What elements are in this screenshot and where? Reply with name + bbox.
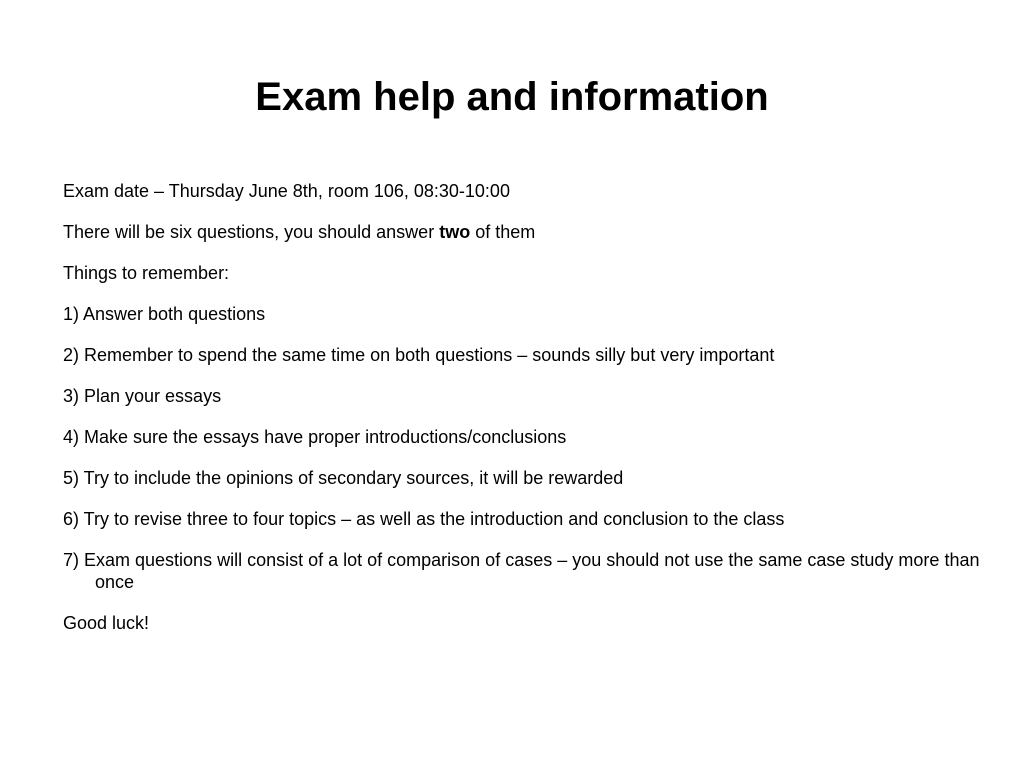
- list-item-2: 2) Remember to spend the same time on both questions – sounds silly but very important: [63, 345, 775, 365]
- questions-info-after: of them: [470, 222, 536, 242]
- list-item-6: 6) Try to revise three to four topics – as well as the introduction and conclusion to the class: [63, 509, 785, 529]
- slide-title: Exam help and information: [255, 75, 769, 119]
- questions-info-emphasis: two: [439, 222, 471, 242]
- list-item-1: 1) Answer both questions: [63, 304, 266, 324]
- list-item-4: 4) Make sure the essays have proper introductions/conclusions: [63, 427, 567, 447]
- questions-info-before: There will be six questions, you should answer: [63, 222, 440, 242]
- questions-info-text: [63, 221, 983, 243]
- exam-date-text: Exam date – Thursday June 8th, room 106, 08:30-10:00: [63, 181, 510, 201]
- list-item-5: 5) Try to include the opinions of secondary sources, it will be rewarded: [63, 468, 624, 488]
- things-to-remember-heading: Things to remember:: [63, 263, 230, 283]
- list-item-7: 7) Exam questions will consist of a lot of comparison of cases – you should not use the same case study more than once: [63, 550, 980, 592]
- closing-text: Good luck!: [63, 613, 150, 633]
- slide-body: [63, 180, 983, 653]
- list-item-3: 3) Plan your essays: [63, 386, 222, 406]
